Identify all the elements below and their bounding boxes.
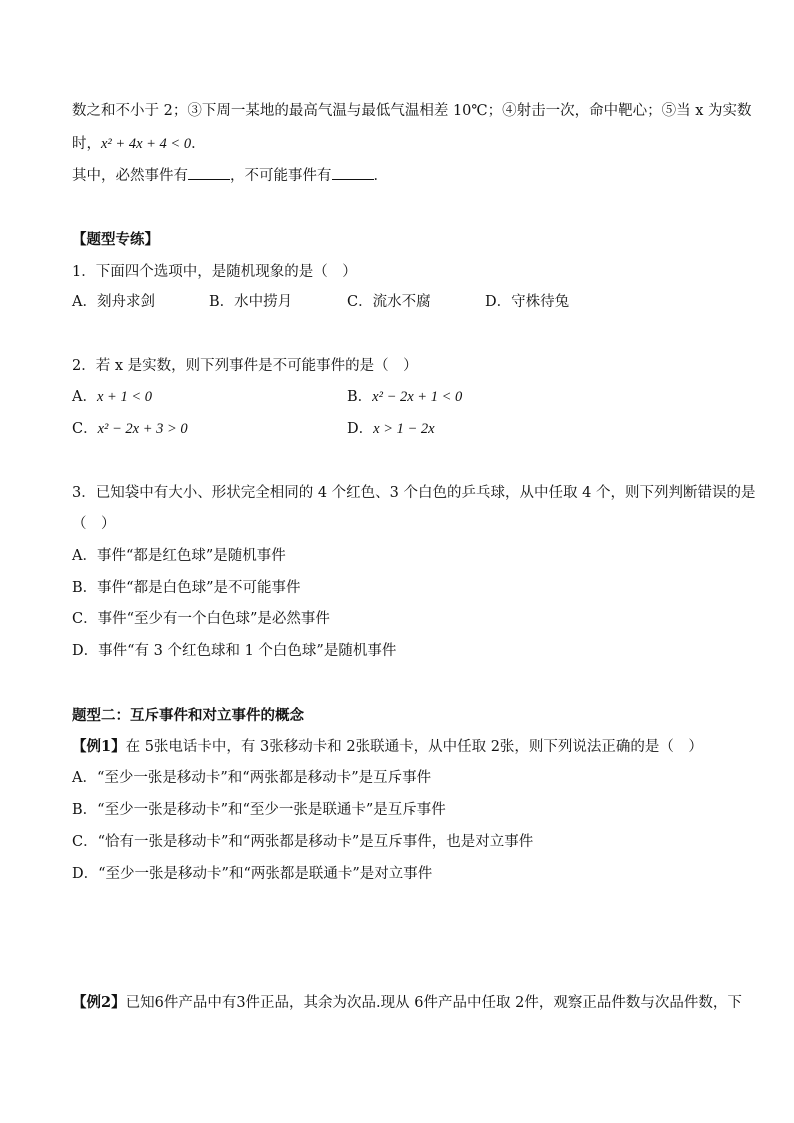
q2-option-c-label: C． — [72, 421, 98, 437]
intro-line-3-end: ． — [373, 168, 388, 184]
q3-option-b: B．事件“都是白色球”是不可能事件 — [72, 580, 301, 596]
answer-blank-certain[interactable] — [188, 165, 230, 180]
intro-line-1: 数之和不小于 2；③下周一某地的最高气温与最低气温相差 10℃；④射击一次，命中靶心；⑤当 x 为实数 — [72, 103, 752, 119]
q3-option-a: A．事件“都是红色球”是随机事件 — [72, 548, 286, 564]
q3-stem-continued: （ ） — [72, 516, 116, 532]
q2-option-b — [347, 387, 462, 407]
q1-option-c: C．流水不腐 — [347, 294, 431, 310]
intro-impossible-label: ，不可能事件有 — [230, 168, 332, 184]
intro-line-2-suffix: ． — [191, 136, 206, 152]
ex2-stem: 已知6件产品中有3件正品，其余为次品.现从 6件产品中任取 2件，观察正品件数与次品件数，下 — [125, 995, 742, 1011]
ex1-stem-line — [72, 737, 703, 757]
ex2-stem-line — [72, 993, 742, 1013]
ex1-option-a: A．“至少一张是移动卡”和“两张都是移动卡”是互斥事件 — [72, 770, 432, 786]
ex2-tag: 【例2】 — [72, 994, 126, 1011]
q2-option-a-label: A． — [72, 389, 97, 405]
q2-option-a — [72, 387, 152, 407]
q2-option-b-label: B． — [347, 389, 373, 405]
q1-option-b: B．水中捞月 — [209, 294, 293, 310]
intro-certain-label: 其中，必然事件有 — [72, 168, 188, 184]
q1-option-a: A．刻舟求剑 — [72, 294, 155, 310]
q2-option-d — [347, 419, 435, 439]
q2-option-c — [72, 419, 188, 439]
q2-option-c-math: x² − 2x + 3 > 0 — [97, 421, 188, 437]
section-practice-heading: 【题型专练】 — [72, 231, 159, 248]
q3-stem: 3．已知袋中有大小、形状完全相同的 4 个红色、3 个白色的乒乓球，从中任取 4 个，则下列判断错误的是 — [72, 485, 756, 501]
q2-option-d-label: D． — [347, 421, 374, 437]
intro-line-3 — [72, 165, 388, 186]
q2-option-d-math: x > 1 − 2x — [373, 421, 435, 437]
q2-option-a-math: x + 1 < 0 — [96, 389, 152, 405]
q2-option-b-math: x² − 2x + 1 < 0 — [372, 389, 463, 405]
q1-stem: 1．下面四个选项中，是随机现象的是（ ） — [72, 264, 357, 280]
section-type2-heading: 题型二：互斥事件和对立事件的概念 — [72, 707, 304, 724]
q3-option-c: C．事件“至少有一个白色球”是必然事件 — [72, 611, 330, 627]
ex1-stem: 在 5张电话卡中，有 3张移动卡和 2张联通卡，从中任取 2张，则下列说法正确的是（ ） — [125, 739, 703, 755]
intro-inequality: x² + 4x + 4 < 0 — [101, 136, 192, 152]
q3-option-d: D．事件“有 3 个红色球和 1 个白色球”是随机事件 — [72, 643, 397, 659]
ex1-tag: 【例1】 — [72, 738, 126, 755]
q2-stem: 2．若 x 是实数，则下列事件是不可能事件的是（ ） — [72, 358, 418, 374]
ex1-option-c: C．“恰有一张是移动卡”和“两张都是移动卡”是互斥事件，也是对立事件 — [72, 834, 534, 850]
answer-blank-impossible[interactable] — [332, 165, 374, 180]
ex1-option-b: B．“至少一张是移动卡”和“至少一张是联通卡”是互斥事件 — [72, 802, 446, 818]
intro-line-2 — [72, 134, 206, 154]
ex1-option-d: D．“至少一张是移动卡”和“两张都是联通卡”是对立事件 — [72, 866, 433, 882]
q1-option-d: D．守株待兔 — [485, 294, 570, 310]
intro-line-2-prefix: 时， — [72, 136, 101, 152]
